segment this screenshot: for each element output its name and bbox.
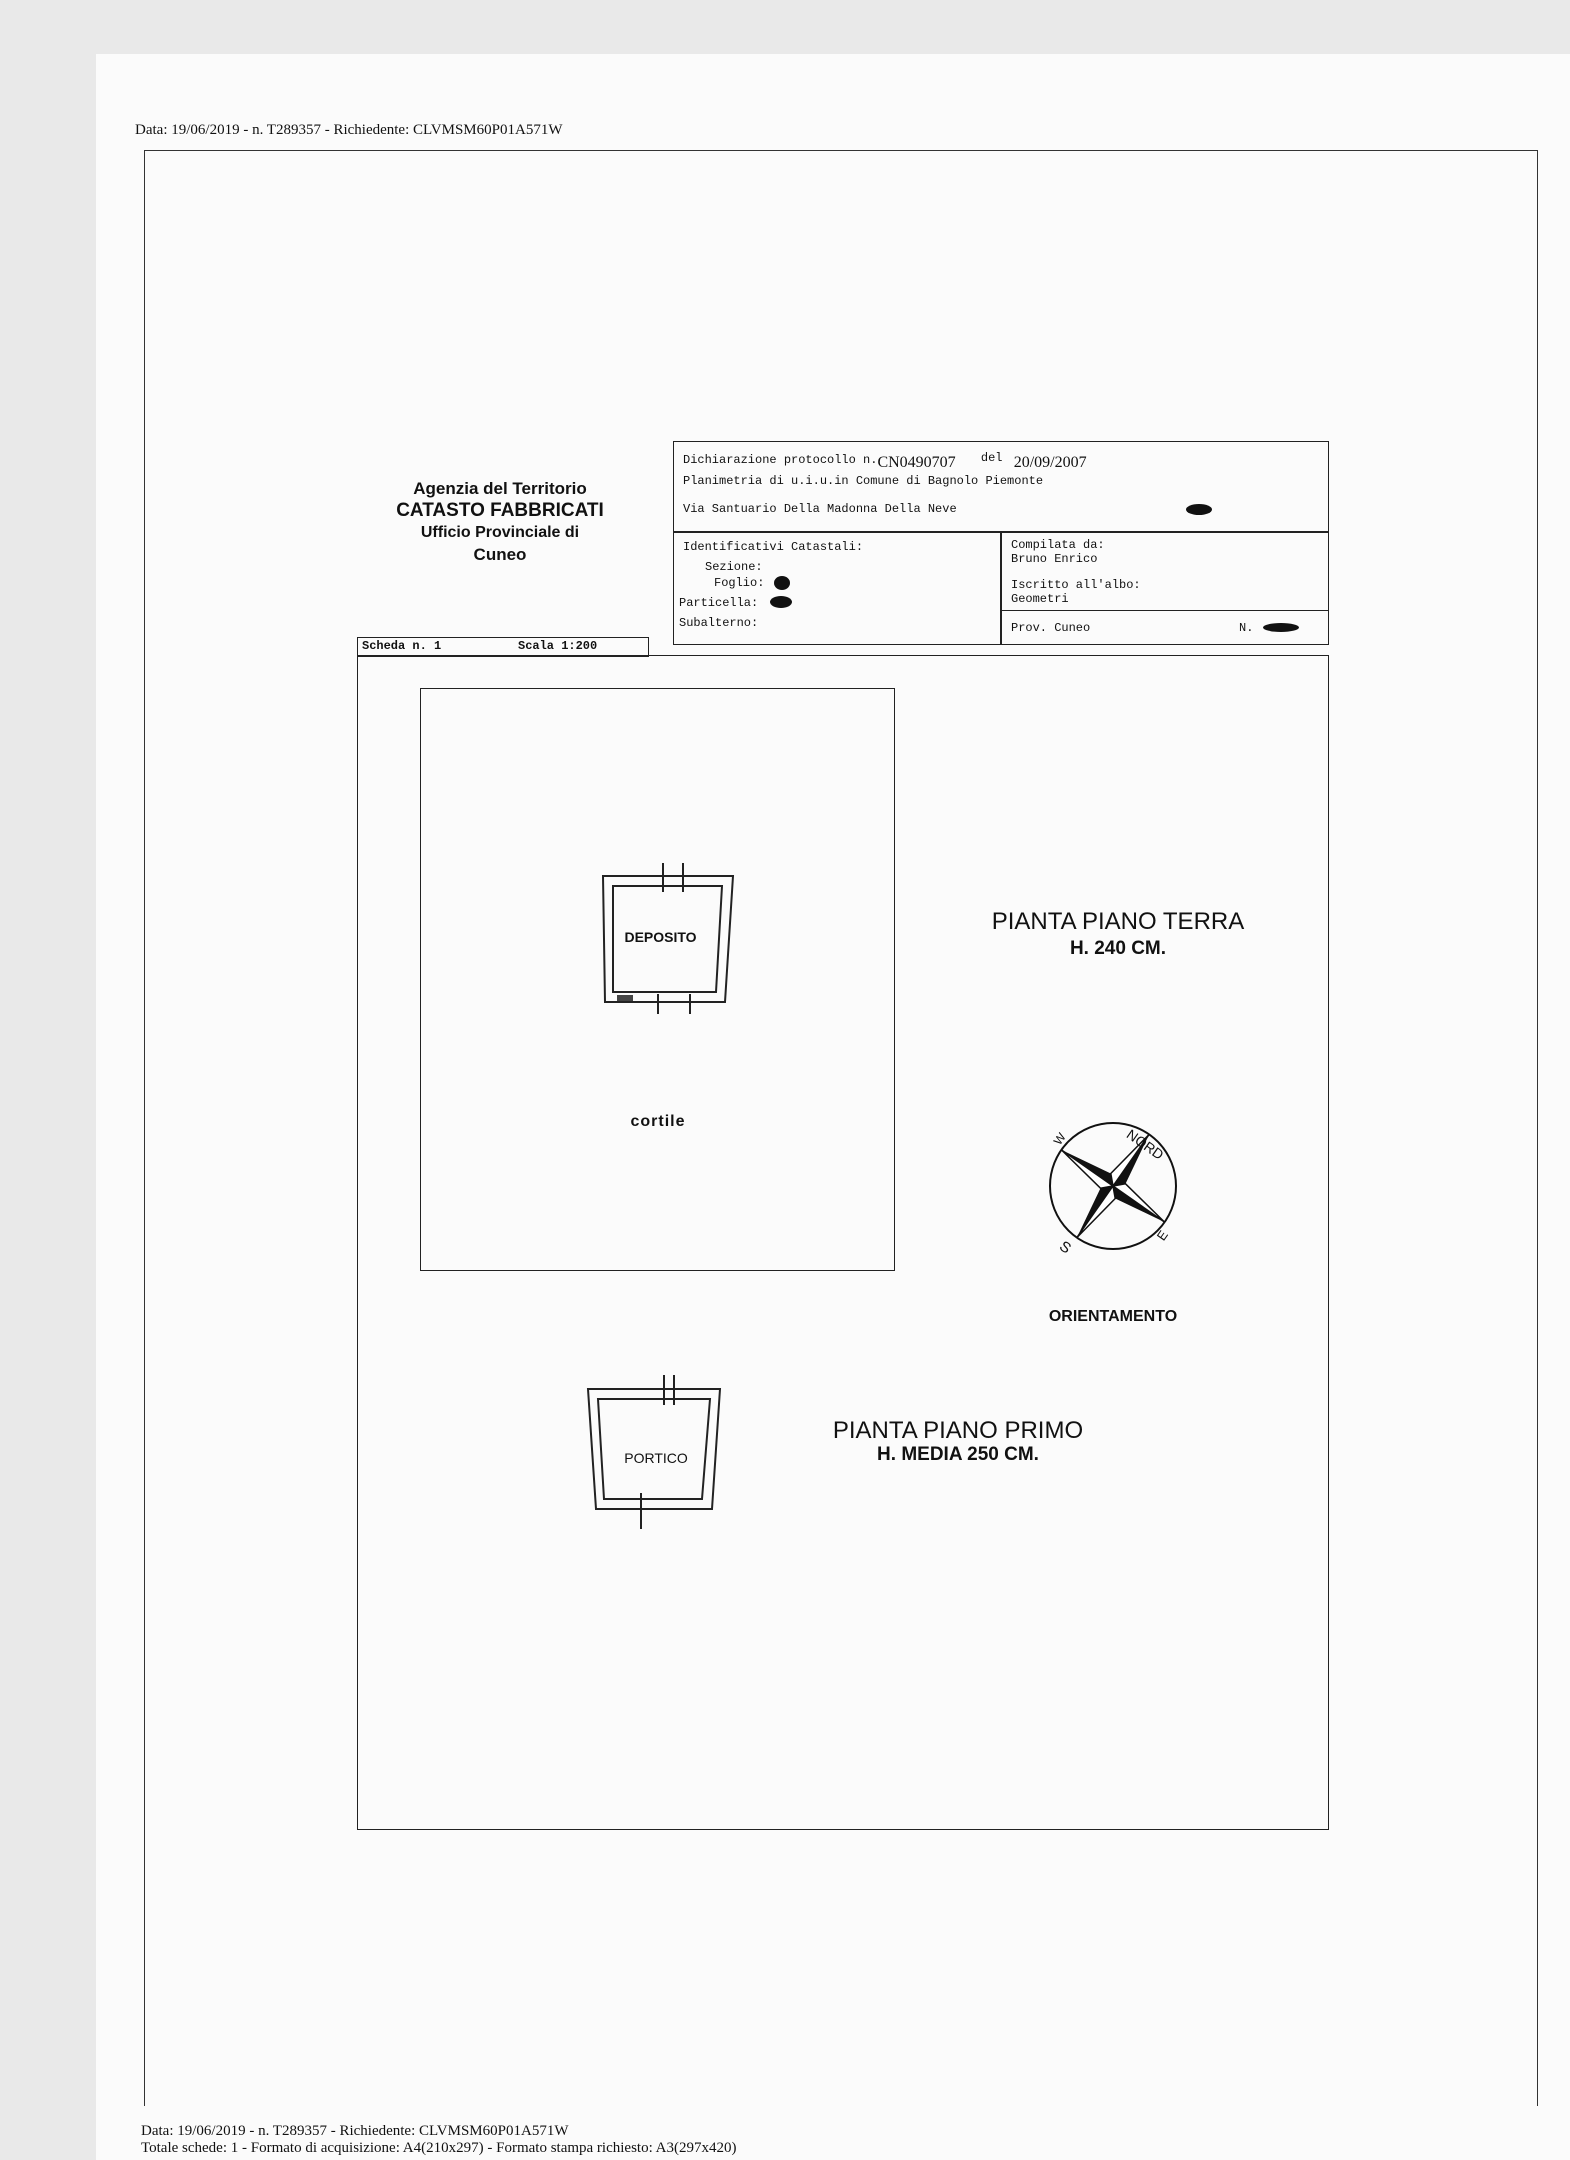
compass-west-label: W	[1050, 1130, 1069, 1148]
number-label: N.	[1239, 621, 1254, 635]
redacted-civic-number	[1186, 504, 1212, 515]
scheda-strip	[357, 637, 649, 657]
declaration-box	[673, 441, 1329, 533]
compiler-name: Bruno Enrico	[1011, 552, 1098, 566]
footer-format-line: Totale schede: 1 - Formato di acquisizione: A4(210x297) - Formato stampa richiesto: A3(297x420)	[141, 2140, 737, 2156]
register-label: Iscritto all'albo:	[1011, 578, 1141, 592]
identifiers-title: Identificativi Catastali:	[683, 540, 864, 554]
scheda-number: Scheda n. 1	[362, 639, 442, 653]
compiler-box	[1000, 531, 1329, 645]
redacted-register-number	[1263, 623, 1299, 632]
first-floor-title: PIANTA PIANO PRIMO	[832, 1417, 1084, 1444]
scheda-scale: Scala 1:200	[518, 639, 598, 653]
compiler-divider	[1001, 610, 1328, 611]
protocol-label: Dichiarazione protocollo n.	[683, 453, 878, 467]
identifiers-box	[673, 531, 1002, 645]
declaration-date: 20/09/2007	[1013, 454, 1087, 471]
compiler-label: Compilata da:	[1011, 538, 1105, 552]
redacted-particella	[770, 596, 792, 608]
compass-east-label: E	[1153, 1227, 1171, 1244]
footer-request-line: Data: 19/06/2019 - n. T289357 - Richiedente: CLVMSM60P01A571W	[141, 2123, 569, 2139]
portico-label: PORTICO	[624, 1450, 688, 1466]
protocol-number: CN0490707	[877, 454, 956, 471]
request-header: Data: 19/06/2019 - n. T289357 - Richiedente: CLVMSM60P01A571W	[135, 122, 563, 138]
ground-floor-title: PIANTA PIANO TERRA	[991, 908, 1245, 935]
province-label: Prov. Cuneo	[1011, 621, 1091, 635]
compass-south-label: S	[1056, 1237, 1074, 1258]
orientation-label: ORIENTAMENTO	[1048, 1308, 1178, 1325]
first-floor-height: H. MEDIA 250 CM.	[877, 1444, 1039, 1465]
planimetry-line: Planimetria di u.i.u.in Comune di Bagnolo Piemonte	[683, 474, 1044, 488]
foglio-label: Foglio:	[714, 576, 765, 590]
agency-name: Agenzia del Territorio	[413, 479, 587, 498]
deposito-label: DEPOSITO	[624, 929, 697, 945]
office-label: Ufficio Provinciale di	[420, 524, 580, 541]
protocol-line	[683, 450, 1087, 471]
agency-block	[360, 478, 640, 566]
compass-north-label: NORD	[1123, 1126, 1167, 1163]
office-city: Cuneo	[473, 545, 527, 564]
address-line: Via Santuario Della Madonna Della Neve	[683, 502, 957, 516]
date-label: del	[980, 451, 1003, 465]
particella-label: Particella:	[679, 596, 759, 610]
subalterno-label: Subalterno:	[679, 616, 759, 630]
courtyard-label: cortile	[630, 1113, 686, 1130]
ground-floor-height: H. 240 CM.	[1069, 938, 1167, 959]
register-name: Geometri	[1011, 592, 1069, 606]
floor-plan-area	[357, 655, 1329, 1830]
catasto-title: CATASTO FABBRICATI	[396, 500, 604, 521]
sezione-label: Sezione:	[705, 560, 763, 574]
redacted-foglio	[774, 576, 790, 590]
